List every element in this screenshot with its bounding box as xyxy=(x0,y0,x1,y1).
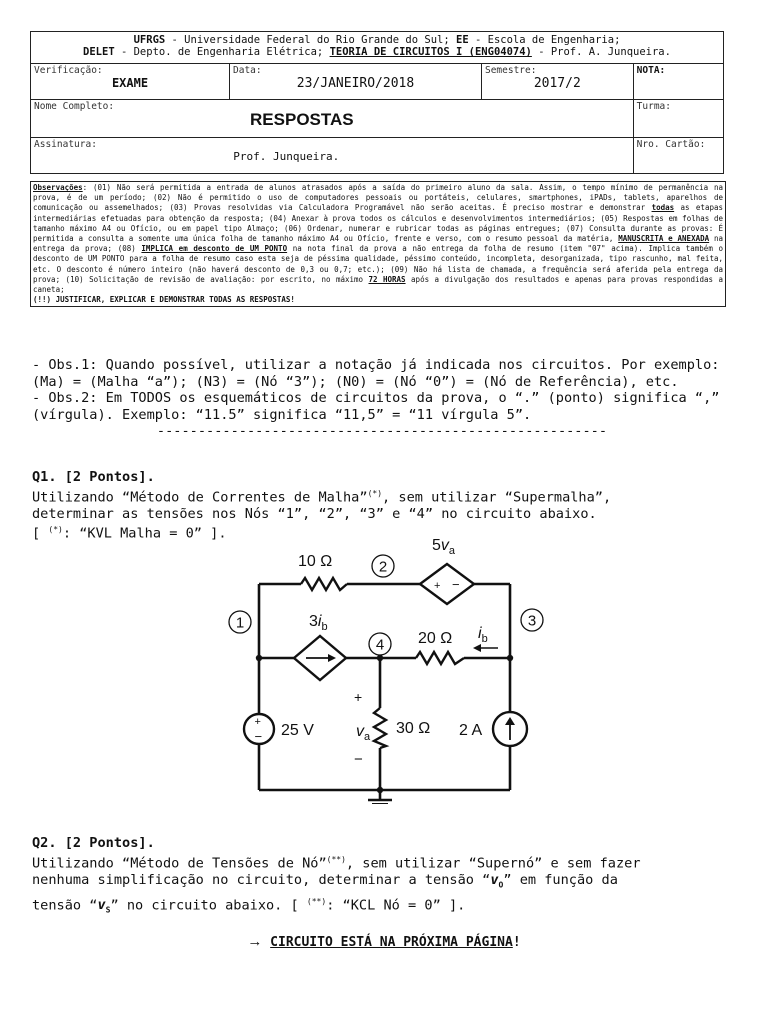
header-professor: - Prof. A. Junqueira. xyxy=(531,46,671,58)
semestre-cell xyxy=(481,64,633,100)
vs-plus: + xyxy=(254,716,261,728)
resistor-10-label: 10 Ω xyxy=(298,553,333,570)
arrow-right-icon: → xyxy=(247,933,263,950)
header-delet-name: - Depto. de Engenharia Elétrica; xyxy=(114,46,330,58)
obs2-text: - Obs.2: Em TODOS os esquemáticos de circuitos da prova, o “.” (ponto) significa “,” (vírgula). Exemplo: “11.5” significa “11,5” = “11 vírgula 5”. xyxy=(32,390,720,423)
observacoes-text-1: : (01) Não será permitida a entrada de alunos atrasados após a saída do primeiro aluno da sala. Assim, o tempo mínimo de permanência na prova, é de um período; (02) Não é permitido o uso de computadores pessoais ou portáteis, celulares, smartphones, iPADs, tablets, aparelhos de comunicação ou assemelhados; (03) Provas resolvidas via Calculadora Programável não serão aceitas. É preciso mostrar e demonstrar xyxy=(33,183,723,213)
assinatura-cell xyxy=(31,138,482,174)
circuit-diagram xyxy=(220,532,550,804)
nome-value: RESPOSTAS xyxy=(250,110,354,129)
observacoes-text-4: na nota final da prova a não entrega da folha de resumo (item "07" acima). Implica também o desconto de UM PONTO para a folha de resumo caso esta seja de péssima qualidade, péssimo conteúdo, incompleta, desorganizada, tipo rascunho, mal feita, etc. O desconto é número inteiro (não haverá desconto de 0,3 ou 0,7; etc.); (09) Não há lista de chamada, a frequência será aferida pela entrega da prova; (10) Solicitação de revisão de avaliação: por escrito, no máximo xyxy=(33,244,723,284)
notes-section xyxy=(32,357,732,440)
assinatura-value: Prof. Junqueira. xyxy=(233,150,340,163)
course-name: TEORIA DE CIRCUITOS I (ENG04074) xyxy=(329,46,532,58)
observacoes-text-2: as etapas intermediárias efetuadas para obtenção da resposta; (04) Anexar à prova todos os cálculos e desenvolvimentos intermediários; (05) Respostas em folhas de tamanho máximo A4 ou Ofício, ou em papel tipo Almaço; (06) Ordenar, numerar e rubricar todas as páginas entregues; (07) Consulta durante as provas: É permitida a consulta a somente uma única folha de tamanho máximo A4 ou Ofício, frente e verso, com o resumo pessoal da matéria, xyxy=(33,203,724,244)
resistor-20-label: 20 Ω xyxy=(418,630,453,647)
university-header xyxy=(31,32,724,64)
dependent-current-label: $3i_b$ xyxy=(309,613,328,633)
va-plus: + xyxy=(354,689,363,705)
q2-title: Q2. [2 Pontos]. xyxy=(32,835,155,851)
dependent-voltage-label: $5v_a$ xyxy=(432,537,456,557)
data-value: 23/JANEIRO/2018 xyxy=(296,76,415,91)
observacoes-todas: todas xyxy=(651,203,675,213)
q2-line3-sub: S xyxy=(105,906,111,915)
observacoes-implica: IMPLICA em desconto de UM PONTO xyxy=(141,244,288,254)
ib-arrow-head xyxy=(473,644,481,652)
q2-line2-a: nenhuma simplificação no circuito, determinar a tensão “ xyxy=(32,871,491,888)
q2-line3-c: : “KCL Nó = 0” ]. xyxy=(326,897,466,914)
observacoes-manuscrita: MANUSCRITA e ANEXADA xyxy=(618,234,710,244)
ib-label: $i_b$ xyxy=(478,625,488,645)
q1-line2: determinar as tensões nos Nós “1”, “2”, “3” e “4” no circuito abaixo. xyxy=(32,505,597,522)
nome-label: Nome Completo: xyxy=(34,101,115,112)
resistor-30-label: 30 Ω xyxy=(396,720,431,737)
current-source-label: 2 A xyxy=(459,722,483,739)
assinatura-cell-end xyxy=(481,138,633,174)
next-page-text: CIRCUITO ESTÁ NA PRÓXIMA PÁGINA xyxy=(270,935,513,950)
q2-line1-sup: (**) xyxy=(326,854,346,864)
resistor-30-ohm xyxy=(374,708,386,748)
obs1-text: - Obs.1: Quando possível, utilizar a notação já indicada nos circuitos. Por exemplo: (Ma) = (Malha “a”); (N3) = (Nó “3”); (N0) = (Nó “0”) = (Nó de Referência), etc. xyxy=(32,357,720,390)
q2-line1-a: Utilizando “Método de Tensões de Nó” xyxy=(32,855,327,872)
verificacao-cell xyxy=(31,64,230,100)
q1-line1-sup: (*) xyxy=(367,488,383,498)
node-dot-3 xyxy=(507,655,513,661)
header-form-table xyxy=(30,31,724,174)
q2-line2-v: v xyxy=(490,871,499,888)
nota-label: NOTA: xyxy=(636,65,666,76)
semestre-value: 2017/2 xyxy=(533,76,581,91)
next-page-tail: ! xyxy=(512,935,521,950)
node-dot-1 xyxy=(256,655,262,661)
turma-cell xyxy=(633,100,723,138)
observacoes-title: Observações xyxy=(33,183,83,192)
cartao-label: Nro. Cartão: xyxy=(636,139,706,150)
q1-line1-b: , sem utilizar “Supermalha”, xyxy=(382,489,612,506)
next-page-note xyxy=(0,933,768,950)
vs-minus: − xyxy=(254,729,263,744)
node-dot-ground xyxy=(377,787,383,793)
header-ufrgs: UFRGS xyxy=(133,34,166,46)
node-label-2: 2 xyxy=(378,558,388,576)
q1-line3-sup: (*) xyxy=(48,525,63,535)
header-ee: EE xyxy=(456,34,469,46)
q1-line3-b: : “KVL Malha = 0” ]. xyxy=(62,525,227,542)
q2-line2-sub: O xyxy=(498,880,504,890)
turma-label: Turma: xyxy=(636,101,671,112)
q2-line2-b: ” em função da xyxy=(503,871,618,888)
circuit-wires xyxy=(259,584,510,804)
data-cell xyxy=(230,64,482,100)
q1-line1-a: Utilizando “Método de Correntes de Malha” xyxy=(32,489,368,506)
q2-line3-b: ” no circuito abaixo. [ xyxy=(110,897,307,914)
resistor-10-ohm xyxy=(301,578,347,590)
nota-cell xyxy=(633,64,723,100)
va-label: $v_a$ xyxy=(356,723,371,743)
q1-title: Q1. [2 Pontos]. xyxy=(32,469,155,485)
voltage-source-label: 25 V xyxy=(281,722,314,739)
header-delet: DELET xyxy=(83,46,115,58)
q1-line3-a: [ xyxy=(32,525,49,542)
verificacao-value: EXAME xyxy=(111,76,149,90)
cartao-cell xyxy=(633,138,723,174)
question-2 xyxy=(32,835,732,920)
header-ee-name: - Escola de Engenharia; xyxy=(468,34,621,46)
node-dot-4 xyxy=(377,655,383,661)
dvs-minus: − xyxy=(452,577,460,592)
observacoes-justificar: (!!) JUSTIFICAR, EXPLICAR E DEMONSTRAR TODAS AS RESPOSTAS! xyxy=(33,295,295,305)
semestre-label: Semestre: xyxy=(484,65,537,76)
assinatura-label: Assinatura: xyxy=(34,139,97,150)
q2-line1-b: , sem utilizar “Supernó” e sem fazer xyxy=(345,855,641,872)
node-label-4: 4 xyxy=(375,636,385,654)
observacoes-horas: 72 HORAS xyxy=(368,274,406,284)
node-label-1: 1 xyxy=(235,614,245,632)
verificacao-label: Verificação: xyxy=(34,65,103,76)
q2-line3-a: tensão “ xyxy=(32,897,98,914)
va-minus: − xyxy=(354,751,363,768)
resistor-20-ohm xyxy=(416,652,464,664)
observacoes-box xyxy=(30,181,726,307)
dvs-plus: + xyxy=(434,580,441,592)
header-ufrgs-name: - Universidade Federal do Rio Grande do Sul; xyxy=(165,34,457,46)
node-label-3: 3 xyxy=(527,612,537,630)
nome-cell xyxy=(31,100,634,138)
observacoes-text-3: na entrega da prova; (08) xyxy=(33,234,724,254)
observacoes-text-5: após a divulgação dos resultados e apenas para provas respondidas a caneta; xyxy=(33,274,724,295)
data-label: Data: xyxy=(233,65,262,76)
q2-line3-v: v xyxy=(97,897,106,914)
dependent-voltage-source xyxy=(420,564,474,604)
separator-line: ------------------------------------------------------- xyxy=(156,423,608,439)
q2-line3-sup: (**) xyxy=(306,896,327,906)
